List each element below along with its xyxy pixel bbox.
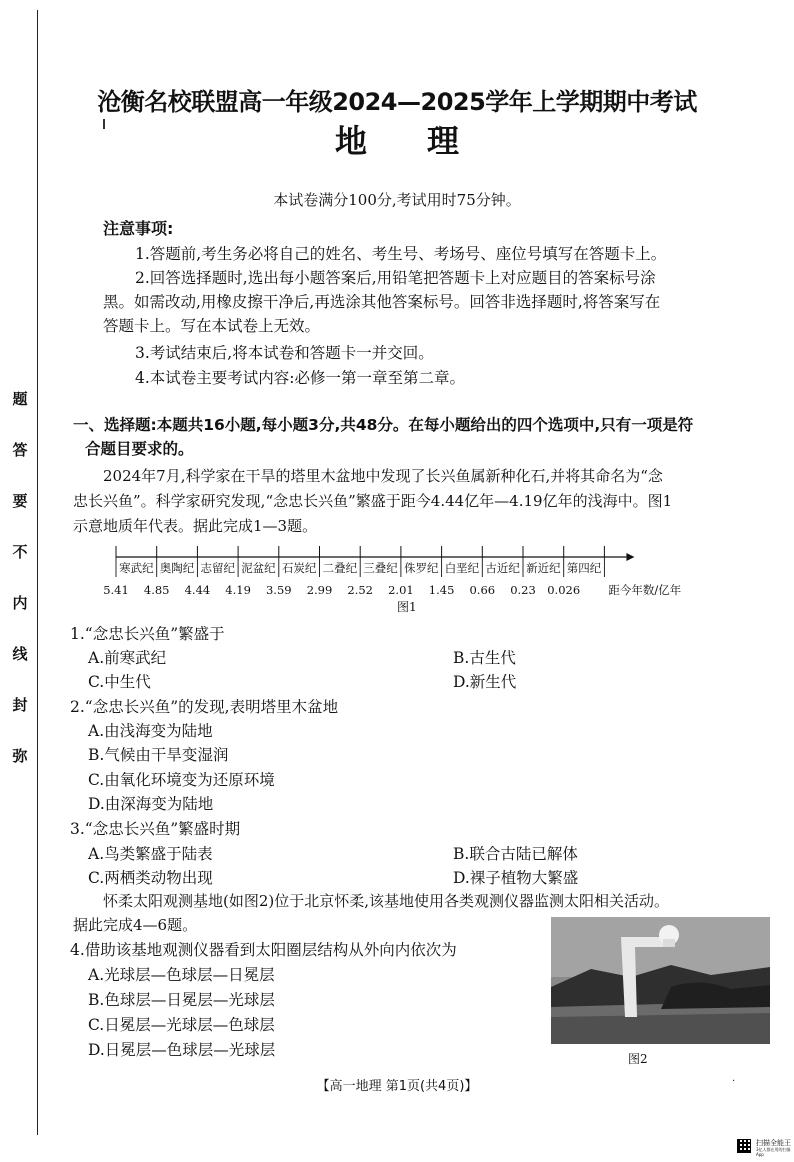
tick-label: 4.19 [225,583,251,597]
tick-label: 4.44 [184,583,211,597]
scanner-watermark [756,1139,792,1157]
axis-label: 距今年数/亿年 [608,583,682,597]
section-heading-line: 合题目要求的。 [85,440,194,458]
seal-char: 线 [12,645,28,663]
q2-option-a: A.由浅海变为陆地 [88,722,213,740]
notice-item: 答题卡上。写在本试卷上无效。 [103,317,321,335]
tick-label: 2.52 [347,583,374,597]
subject-title: 地理 [334,122,519,160]
q1-option-c: C.中生代 [88,673,151,691]
exam-title: 沧衡名校联盟高一年级2024—2025学年上学期期中考试 [97,88,697,116]
passage-line: 忠长兴鱼”。科学家研究发现,“念忠长兴鱼”繁盛于距今4.44亿年—4.19亿年的浅海中。图1 [73,492,673,510]
period-label: 志留纪 [200,561,235,575]
q4-option-b: B.色球层—日冕层—光球层 [88,991,275,1009]
q4-option-a: A.光球层—色球层—日冕层 [88,966,275,984]
footer-mark: · [732,1076,736,1087]
seal-char: 要 [12,492,28,510]
q1-option-d: D.新生代 [453,673,517,691]
q2-option-d: D.由深海变为陆地 [88,795,214,813]
period-label: 古近纪 [485,561,520,575]
q3-option-a: A.鸟类繁盛于陆表 [88,845,213,863]
q4-option-c: C.日冕层—光球层—色球层 [88,1016,275,1034]
tick-label: 1.45 [428,583,455,597]
figure2-caption: 图2 [628,1052,648,1066]
page-footer: 【高一地理 第1页(共4页)】 [316,1079,478,1094]
passage-line: 怀柔太阳观测基地(如图2)位于北京怀柔,该基地使用各类观测仪器监测太阳相关活动。 [103,892,670,910]
seal-char: 答 [12,441,28,459]
period-label: 奥陶纪 [159,561,195,575]
tick-label: 4.85 [143,583,170,597]
period-label: 泥盆纪 [241,561,276,575]
scanner-sub: 3亿人都在用的扫描App [756,1147,791,1157]
passage-line: 示意地质年代表。据此完成1—3题。 [73,517,318,535]
period-label: 石炭纪 [281,561,317,575]
question-1-stem: 1.“念忠长兴鱼”繁盛于 [70,625,225,643]
notice-item: 3.考试结束后,将本试卷和答题卡一并交回。 [135,344,434,362]
tick-label: 2.99 [306,583,333,597]
seal-char: 不 [12,543,28,561]
seal-char: 弥 [12,747,28,765]
section-heading [73,413,785,461]
tick-label: 2.01 [388,583,414,597]
score-line: 本试卷满分100分,考试用时75分钟。 [273,191,521,209]
q3-option-b: B.联合古陆已解体 [453,845,578,863]
scanner-brand: 扫描全能王 [756,1139,791,1147]
period-label: 新近纪 [526,561,561,575]
seal-char: 内 [12,594,28,612]
q2-option-b: B.气候由干旱变湿润 [88,746,229,764]
notice-heading: 注意事项: [103,219,174,238]
seal-char: 封 [12,696,28,714]
tick-label: 5.41 [103,583,129,597]
q1-option-b: B.古生代 [453,649,516,667]
timeline-arrow-icon [626,553,634,561]
notice-item: 黑。如需改动,用橡皮擦干净后,再选涂其他答案标号。回答非选择题时,将答案写在 [103,293,661,311]
solar-observatory-photo [551,917,770,1044]
seal-margin-text [8,392,32,800]
seal-char: 题 [12,390,28,408]
tick-label: 0.23 [510,583,536,597]
notice-item: 1.答题前,考生务必将自己的姓名、考生号、考场号、座位号填写在答题卡上。 [135,245,667,263]
figure1-caption: 图1 [397,600,417,614]
period-label: 白垩纪 [444,561,480,575]
section-heading-line: 一、选择题:本题共16小题,每小题3分,共48分。在每小题给出的四个选项中,只有一项是符 [73,416,694,434]
q3-option-d: D.裸子植物大繁盛 [453,869,579,887]
q2-option-c: C.由氧化环境变为还原环境 [88,771,275,789]
period-label: 二叠纪 [322,561,358,575]
passage-line: 2024年7月,科学家在干旱的塔里木盆地中发现了长兴鱼属新种化石,并将其命名为“念 [103,467,663,485]
q4-option-d: D.日冕层—色球层—光球层 [88,1041,276,1059]
geologic-timeline [103,546,710,602]
period-label: 寒武纪 [119,561,154,575]
tick-label: 0.66 [469,583,496,597]
notice-item: 4.本试卷主要考试内容:必修一第一章至第二章。 [135,369,466,387]
notice-item: 2.回答选择题时,选出每小题答案后,用铅笔把答题卡上对应题目的答案标号涂 [135,269,656,287]
tick-label: 3.59 [265,583,292,597]
period-label: 侏罗纪 [404,561,439,575]
question-4-stem: 4.借助该基地观测仪器看到太阳圈层结构从外向内依次为 [70,941,457,959]
question-3-stem: 3.“念忠长兴鱼”繁盛时期 [70,820,241,838]
question-2-stem: 2.“念忠长兴鱼”的发现,表明塔里木盆地 [70,698,339,716]
qr-code-icon [737,1139,751,1153]
passage-line: 据此完成4—6题。 [73,916,198,934]
q3-option-c: C.两栖类动物出现 [88,869,213,887]
period-label: 三叠纪 [363,561,398,575]
q1-option-a: A.前寒武纪 [88,649,167,667]
binding-line [37,10,38,1135]
period-label: 第四纪 [566,561,602,575]
tick-label: 0.026 [547,583,581,597]
